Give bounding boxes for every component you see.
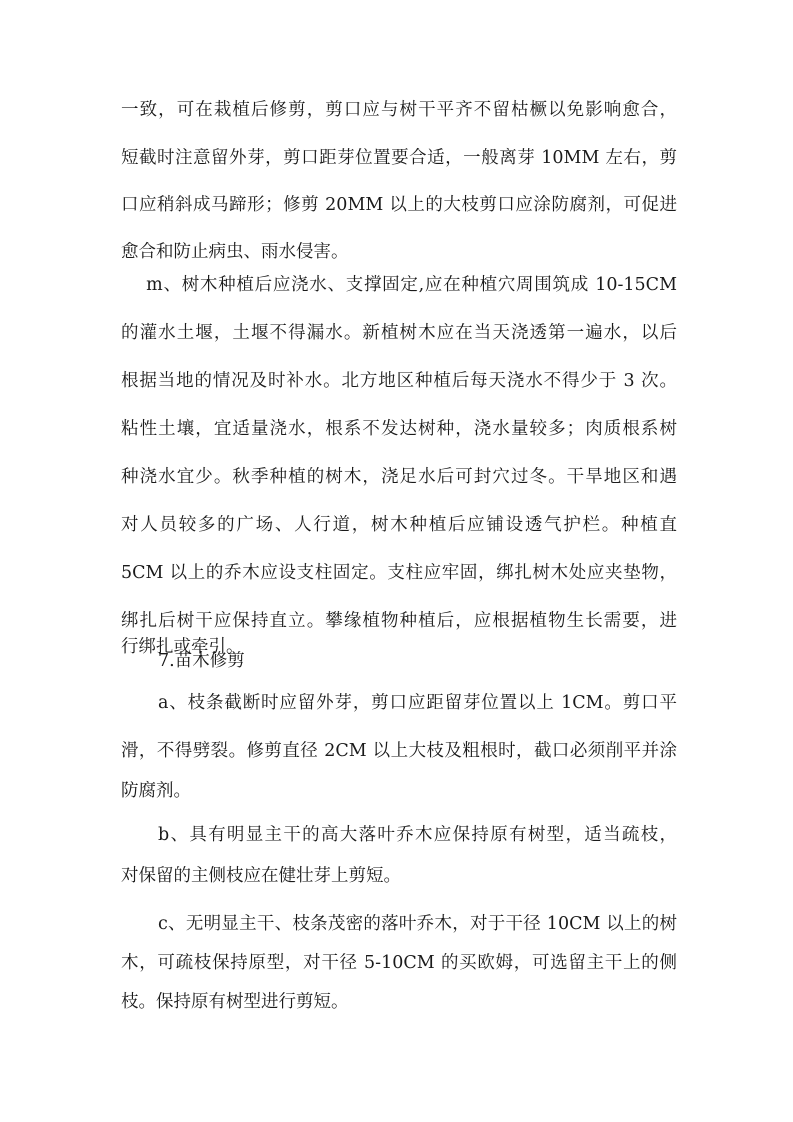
text-line: a、枝条截断时应留外芽，剪口应距留芽位置以上 1CM。剪口平 xyxy=(158,693,677,713)
text-line: 木，可疏枝保持原型，对干径 5-10CM 的买欧姆，可选留主干上的侧 xyxy=(121,953,677,973)
text-line: b、具有明显主干的高大落叶乔木应保持原有树型，适当疏枝， xyxy=(158,825,677,845)
text-line: 短截时注意留外芽，剪口距芽位置要合适，一般离芽 10MM 左右，剪 xyxy=(121,148,677,168)
text-line: 根据当地的情况及时补水。北方地区种植后每天浇水不得少于 3 次。 xyxy=(121,371,677,391)
text-line: 对人员较多的广场、人行道，树木种植后应铺设透气护栏。种植直 xyxy=(121,515,677,535)
text-line: 防腐剂。 xyxy=(121,781,191,801)
text-line: 种浇水宜少。秋季种植的树木，浇足水后可封穴过冬。干旱地区和遇 xyxy=(121,467,677,487)
text-line: c、无明显主干、枝条茂密的落叶乔木，对于干径 10CM 以上的树 xyxy=(158,914,677,934)
text-line: 一致，可在栽植后修剪，剪口应与树干平齐不留枯橛以免影响愈合， xyxy=(121,100,677,120)
text-line: 滑，不得劈裂。修剪直径 2CM 以上大枝及粗根时，截口必须削平并涂 xyxy=(121,741,677,761)
text-line: m、树木种植后应浇水、支撑固定,应在种植穴周围筑成 10-15CM xyxy=(121,275,677,295)
text-line: 行绑扎或牵引。 xyxy=(121,637,244,657)
text-line: 的灌水土堰，土堰不得漏水。新植树木应在当天浇透第一遍水，以后 xyxy=(121,323,677,343)
section-heading: 7.苗木修剪 xyxy=(158,651,245,671)
text-line: 5CM 以上的乔木应设支柱固定。支柱应牢固，绑扎树木处应夹垫物， xyxy=(121,563,677,583)
text-line: 对保留的主侧枝应在健壮芽上剪短。 xyxy=(121,866,401,886)
text-line: 粘性土壤，宜适量浇水，根系不发达树种，浇水量较多；肉质根系树 xyxy=(121,419,677,439)
text-line: 绑扎后树干应保持直立。攀缘植物种植后，应根据植物生长需要，进 xyxy=(121,611,677,631)
text-line: 枝。保持原有树型进行剪短。 xyxy=(121,992,349,1012)
text-line: 愈合和防止病虫、雨水侵害。 xyxy=(121,242,349,262)
text-line: 口应稍斜成马蹄形；修剪 20MM 以上的大枝剪口应涂防腐剂，可促进 xyxy=(121,195,677,215)
